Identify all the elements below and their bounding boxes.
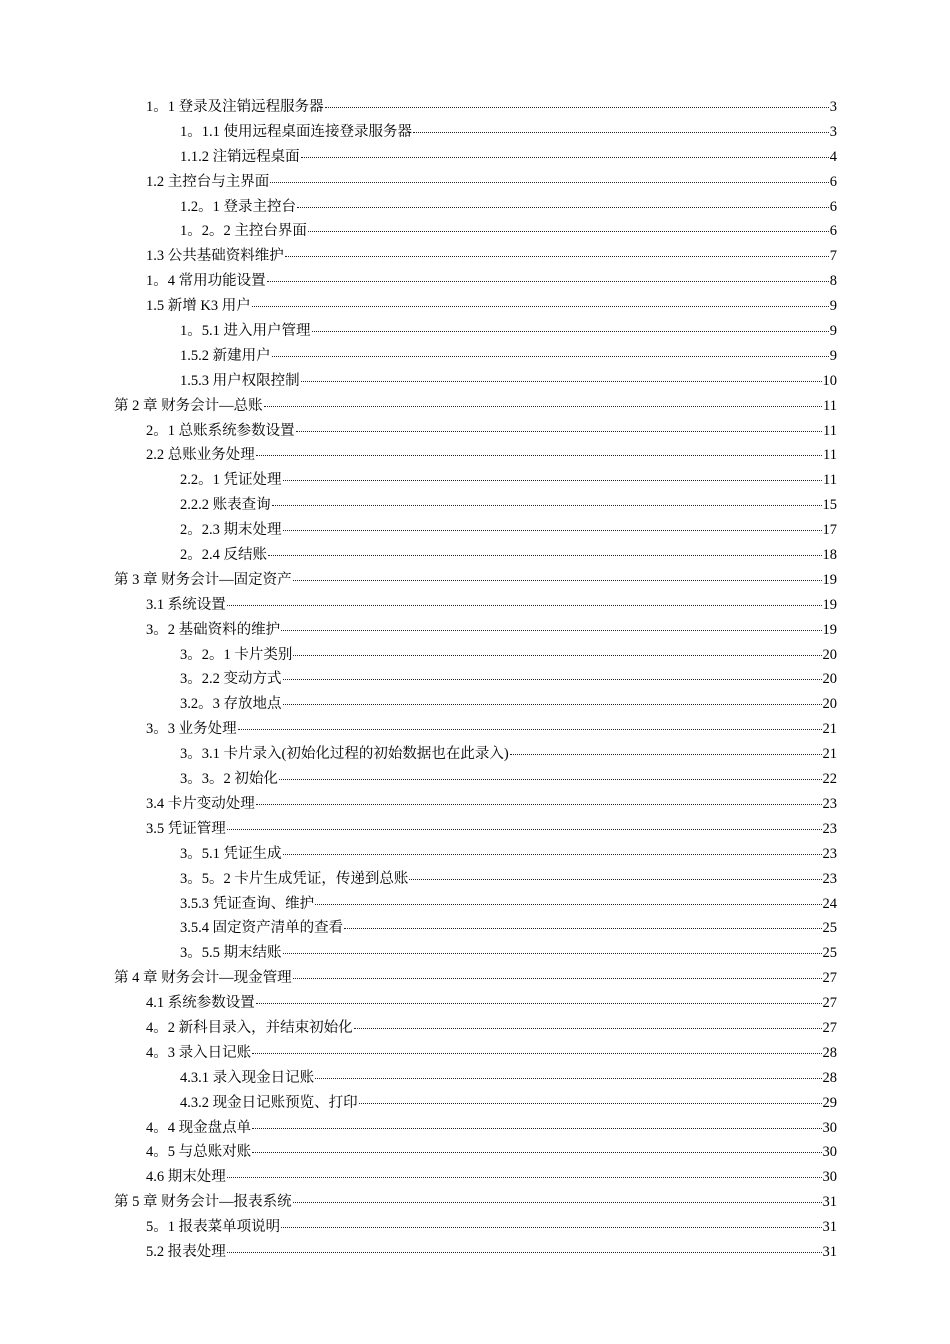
toc-page-number: 23 xyxy=(822,845,837,862)
dot-leader xyxy=(296,430,822,432)
dot-leader xyxy=(272,355,829,357)
toc-page-number: 22 xyxy=(822,771,837,788)
toc-chapter-entry[interactable] xyxy=(114,394,837,419)
toc-entry-label: 第 4 章 财务会计—现金管理 xyxy=(114,970,292,987)
toc-page-number: 23 xyxy=(822,870,837,887)
toc-entry-label: 4.6 期末处理 xyxy=(146,1169,226,1186)
toc-page-number: 27 xyxy=(822,970,837,987)
toc-entry[interactable] xyxy=(114,692,837,717)
toc-page-number: 6 xyxy=(829,173,837,190)
toc-entry[interactable] xyxy=(114,543,837,568)
toc-page-number: 3 xyxy=(829,123,837,140)
toc-page-number: 8 xyxy=(829,273,837,290)
toc-page-number: 31 xyxy=(822,1194,837,1211)
dot-leader xyxy=(252,1151,821,1153)
toc-entry[interactable] xyxy=(114,1116,837,1141)
toc-entry[interactable] xyxy=(114,867,837,892)
toc-entry-label: 1。1.1 使用远程桌面连接登录服务器 xyxy=(180,123,412,140)
toc-entry[interactable] xyxy=(114,892,837,917)
toc-entry[interactable] xyxy=(114,319,837,344)
toc-entry[interactable] xyxy=(114,817,837,842)
toc-page-number: 9 xyxy=(829,298,837,315)
toc-page-number: 19 xyxy=(822,621,837,638)
dot-leader xyxy=(256,803,822,805)
toc-entry-label: 1.3 公共基础资料维护 xyxy=(146,248,284,265)
dot-leader xyxy=(413,131,829,133)
dot-leader xyxy=(283,853,822,855)
toc-entry[interactable] xyxy=(114,443,837,468)
dot-leader xyxy=(409,878,821,880)
dot-leader xyxy=(283,529,822,531)
dot-leader xyxy=(344,927,821,929)
toc-entry-label: 2.2 总账业务处理 xyxy=(146,447,255,464)
table-of-contents xyxy=(114,95,837,1265)
toc-page-number: 6 xyxy=(829,198,837,215)
toc-entry-label: 1。2。2 主控台界面 xyxy=(180,223,307,240)
toc-page-number: 4 xyxy=(829,148,837,165)
toc-page-number: 20 xyxy=(822,696,837,713)
toc-entry-label: 2。2.4 反结账 xyxy=(180,547,267,564)
toc-entry-label: 3。5.1 凭证生成 xyxy=(180,845,282,862)
toc-entry-label: 1。5.1 进入用户管理 xyxy=(180,323,311,340)
toc-page-number: 9 xyxy=(829,347,837,364)
toc-entry[interactable] xyxy=(114,145,837,170)
toc-entry-label: 4.3.2 现金日记账预览、打印 xyxy=(180,1094,358,1111)
toc-entry-label: 3.5 凭证管理 xyxy=(146,820,226,837)
toc-page-number: 19 xyxy=(822,571,837,588)
toc-entry-label: 3.5.4 固定资产清单的查看 xyxy=(180,920,344,937)
toc-page-number: 17 xyxy=(822,522,837,539)
toc-entry-label: 3。2 基础资料的维护 xyxy=(146,621,281,638)
toc-entry-label: 3。2.2 变动方式 xyxy=(180,671,282,688)
toc-entry-label: 第 5 章 财务会计—报表系统 xyxy=(114,1194,292,1211)
dot-leader xyxy=(308,230,829,232)
toc-entry[interactable] xyxy=(114,518,837,543)
toc-entry[interactable] xyxy=(114,643,837,668)
toc-page-number: 19 xyxy=(822,596,837,613)
toc-entry-label: 3.4 卡片变动处理 xyxy=(146,795,255,812)
dot-leader xyxy=(252,1127,821,1129)
toc-entry-label: 1.5.2 新建用户 xyxy=(180,347,271,364)
dot-leader xyxy=(301,380,822,382)
toc-page-number: 3 xyxy=(829,99,837,115)
dot-leader xyxy=(270,181,829,183)
toc-entry[interactable] xyxy=(114,344,837,369)
toc-page-number: 11 xyxy=(823,397,837,414)
toc-entry-label: 第 3 章 财务会计—固定资产 xyxy=(114,571,292,588)
dot-leader xyxy=(510,753,822,755)
toc-page-number: 15 xyxy=(822,497,837,514)
toc-entry-label: 1。4 常用功能设置 xyxy=(146,273,266,290)
toc-page-number: 20 xyxy=(822,646,837,663)
toc-entry-label: 2.2.2 账表查询 xyxy=(180,497,271,514)
toc-page-number: 11 xyxy=(823,422,837,439)
dot-leader xyxy=(252,305,829,307)
toc-entry-label: 3。5。2 卡片生成凭证，传递到总账 xyxy=(180,870,409,887)
dot-leader xyxy=(264,405,822,407)
dot-leader xyxy=(238,728,822,730)
toc-entry[interactable] xyxy=(114,219,837,244)
toc-page-number: 9 xyxy=(829,323,837,340)
toc-entry-label: 1.5.3 用户权限控制 xyxy=(180,372,300,389)
toc-chapter-entry[interactable] xyxy=(114,1190,837,1215)
dot-leader xyxy=(272,504,822,506)
toc-entry[interactable] xyxy=(114,742,837,767)
toc-entry-label: 4。3 录入日记账 xyxy=(146,1044,252,1061)
toc-page-number: 21 xyxy=(822,746,837,763)
dot-leader xyxy=(227,1176,822,1178)
dot-leader xyxy=(252,1052,821,1054)
toc-entry[interactable] xyxy=(114,1240,837,1265)
toc-entry[interactable] xyxy=(114,1016,837,1041)
toc-entry[interactable] xyxy=(114,419,837,444)
dot-leader xyxy=(285,255,829,257)
toc-entry[interactable] xyxy=(114,667,837,692)
toc-page-number: 28 xyxy=(822,1069,837,1086)
toc-entry[interactable] xyxy=(114,618,837,643)
dot-leader xyxy=(283,703,822,705)
toc-page-number: 23 xyxy=(822,820,837,837)
toc-page-number: 30 xyxy=(822,1119,837,1136)
toc-entry-label: 3.2。3 存放地点 xyxy=(180,696,282,713)
dot-leader xyxy=(312,330,829,332)
dot-leader xyxy=(301,156,829,158)
dot-leader xyxy=(227,604,822,606)
toc-page-number: 11 xyxy=(823,447,837,464)
toc-entry-label: 2。1 总账系统参数设置 xyxy=(146,422,295,439)
dot-leader xyxy=(256,1002,822,1004)
toc-entry-label: 4。2 新科目录入，并结束初始化 xyxy=(146,1019,353,1036)
toc-entry-label: 3。3.1 卡片录入(初始化过程的初始数据也在此录入) xyxy=(180,746,509,763)
dot-leader xyxy=(293,654,821,656)
toc-entry[interactable] xyxy=(114,717,837,742)
dot-leader xyxy=(283,479,823,481)
toc-entry[interactable] xyxy=(114,195,837,220)
dot-leader xyxy=(256,454,822,456)
toc-entry-label: 5.2 报表处理 xyxy=(146,1243,226,1260)
toc-page-number: 28 xyxy=(822,1044,837,1061)
toc-entry[interactable] xyxy=(114,170,837,195)
toc-chapter-entry[interactable] xyxy=(114,966,837,991)
toc-entry-label: 5。1 报表菜单项说明 xyxy=(146,1219,281,1236)
toc-page-number: 18 xyxy=(822,547,837,564)
toc-page-number: 30 xyxy=(822,1169,837,1186)
dot-leader xyxy=(267,280,829,282)
toc-page-number: 7 xyxy=(829,248,837,265)
toc-page-number: 20 xyxy=(822,671,837,688)
dot-leader xyxy=(283,952,822,954)
toc-entry[interactable] xyxy=(114,792,837,817)
dot-leader xyxy=(283,678,822,680)
toc-entry[interactable] xyxy=(114,1215,837,1240)
dot-leader xyxy=(315,1077,821,1079)
toc-chapter-entry[interactable] xyxy=(114,568,837,593)
toc-page-number: 30 xyxy=(822,1144,837,1161)
dot-leader xyxy=(279,778,822,780)
toc-entry-label: 1.1.2 注销远程桌面 xyxy=(180,148,300,165)
toc-entry[interactable] xyxy=(114,1091,837,1116)
toc-entry-label: 3.1 系统设置 xyxy=(146,596,226,613)
toc-entry[interactable] xyxy=(114,1165,837,1190)
toc-page-number: 27 xyxy=(822,995,837,1012)
toc-page-number: 21 xyxy=(822,721,837,738)
toc-page-number: 6 xyxy=(829,223,837,240)
toc-page-number: 29 xyxy=(822,1094,837,1111)
toc-page-number: 27 xyxy=(822,1019,837,1036)
toc-page-number: 25 xyxy=(822,920,837,937)
toc-entry-label: 3。3。2 初始化 xyxy=(180,771,278,788)
toc-entry[interactable] xyxy=(114,244,837,269)
toc-entry[interactable] xyxy=(114,369,837,394)
dot-leader xyxy=(227,828,822,830)
toc-entry-label: 1.5 新增 K3 用户 xyxy=(146,298,251,315)
toc-entry-label: 第 2 章 财务会计—总账 xyxy=(114,397,263,414)
toc-page-number: 23 xyxy=(822,795,837,812)
toc-entry-label: 3。5.5 期末结账 xyxy=(180,945,282,962)
toc-page-number: 11 xyxy=(823,472,837,489)
toc-entry-label: 3.5.3 凭证查询、维护 xyxy=(180,895,315,912)
toc-entry[interactable] xyxy=(114,120,837,145)
toc-entry-label: 2。2.3 期末处理 xyxy=(180,522,282,539)
toc-entry[interactable] xyxy=(114,294,837,319)
toc-entry[interactable] xyxy=(114,493,837,518)
dot-leader xyxy=(293,579,822,581)
toc-entry-label: 4.3.1 录入现金日记账 xyxy=(180,1069,315,1086)
toc-entry-label: 4。4 现金盘点单 xyxy=(146,1119,252,1136)
toc-entry[interactable] xyxy=(114,1066,837,1091)
toc-entry-label: 4.1 系统参数设置 xyxy=(146,995,255,1012)
dot-leader xyxy=(281,1226,821,1228)
dot-leader xyxy=(354,1027,822,1029)
dot-leader xyxy=(315,903,821,905)
toc-page-number: 31 xyxy=(822,1219,837,1236)
toc-entry[interactable] xyxy=(114,842,837,867)
toc-entry[interactable] xyxy=(114,991,837,1016)
toc-entry-label: 3。2。1 卡片类别 xyxy=(180,646,293,663)
toc-page-number: 10 xyxy=(822,372,837,389)
dot-leader xyxy=(268,554,822,556)
toc-page-number: 31 xyxy=(822,1243,837,1260)
toc-entry[interactable] xyxy=(114,593,837,618)
toc-entry[interactable] xyxy=(114,468,837,493)
toc-entry-label: 3。3 业务处理 xyxy=(146,721,237,738)
dot-leader xyxy=(227,1251,822,1253)
toc-entry[interactable] xyxy=(114,95,837,120)
dot-leader xyxy=(359,1102,822,1104)
toc-entry[interactable] xyxy=(114,767,837,792)
dot-leader xyxy=(281,629,821,631)
dot-leader xyxy=(293,1201,822,1203)
toc-entry-label: 2.2。1 凭证处理 xyxy=(180,472,282,489)
toc-entry-label: 1。1 登录及注销远程服务器 xyxy=(146,99,324,115)
dot-leader xyxy=(297,206,829,208)
toc-entry[interactable] xyxy=(114,1041,837,1066)
toc-page-number: 25 xyxy=(822,945,837,962)
toc-entry-label: 1.2 主控台与主界面 xyxy=(146,173,270,190)
toc-entry[interactable] xyxy=(114,269,837,294)
toc-entry-label: 1.2。1 登录主控台 xyxy=(180,198,296,215)
toc-page-number: 24 xyxy=(822,895,837,912)
toc-entry[interactable] xyxy=(114,1140,837,1165)
dot-leader xyxy=(293,977,822,979)
toc-entry-label: 4。5 与总账对账 xyxy=(146,1144,252,1161)
dot-leader xyxy=(325,106,829,108)
toc-entry[interactable] xyxy=(114,941,837,966)
toc-entry[interactable] xyxy=(114,916,837,941)
